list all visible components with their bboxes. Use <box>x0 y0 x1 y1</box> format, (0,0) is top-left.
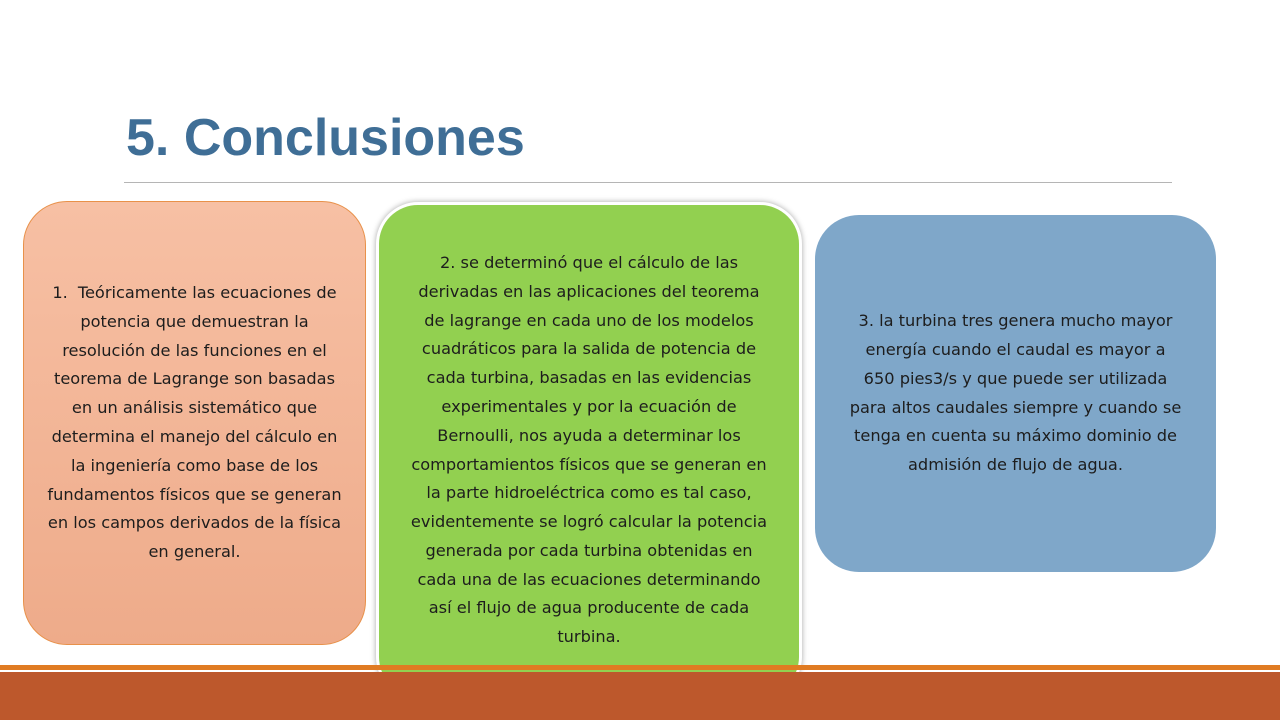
conclusion-text-1 <box>46 279 343 567</box>
conclusion-box-1 <box>23 201 366 645</box>
conclusion-box-3 <box>815 215 1216 572</box>
conclusion-number-1: 1. <box>52 283 68 303</box>
footer-accent-line <box>0 665 1280 670</box>
conclusion-text-3: 3. la turbina tres genera mucho mayor energía cuando el caudal es mayor a 650 pies3/s y que puede ser utilizada para altos caudales siempre y cuando se tenga en cuenta su máximo dominio de admisión de flujo de agua. <box>849 311 1182 475</box>
conclusion-box-2 <box>376 202 802 699</box>
conclusion-text-2: 2. se determinó que el cálculo de las derivadas en las aplicaciones del teorema de lagrange en cada uno de los modelos cuadráticos para la salida de potencia de cada turbina, basadas en las evidencias experimentales y por la ecuación de Bernoulli, nos ayuda a determinar los comportamientos físicos que se generan en la parte hidroeléctrica como es tal caso, evidentemente se logró calcular la potencia generada por cada turbina obtenidas en cada una de las ecuaciones determinando así el flujo de agua producente de cada turbina. <box>410 252 768 647</box>
slide-title: 5. Conclusiones <box>126 109 525 167</box>
title-divider <box>124 182 1172 183</box>
footer-bar <box>0 672 1280 720</box>
conclusion-body-1: Teóricamente las ecuaciones de potencia que demuestran la resolución de las funciones en el teorema de Lagrange son basadas en un análisis sistemático que determina el manejo del cálculo en la ingeniería como base de los fundamentos físicos que se generan en los campos derivados de la física en general. <box>47 283 342 562</box>
